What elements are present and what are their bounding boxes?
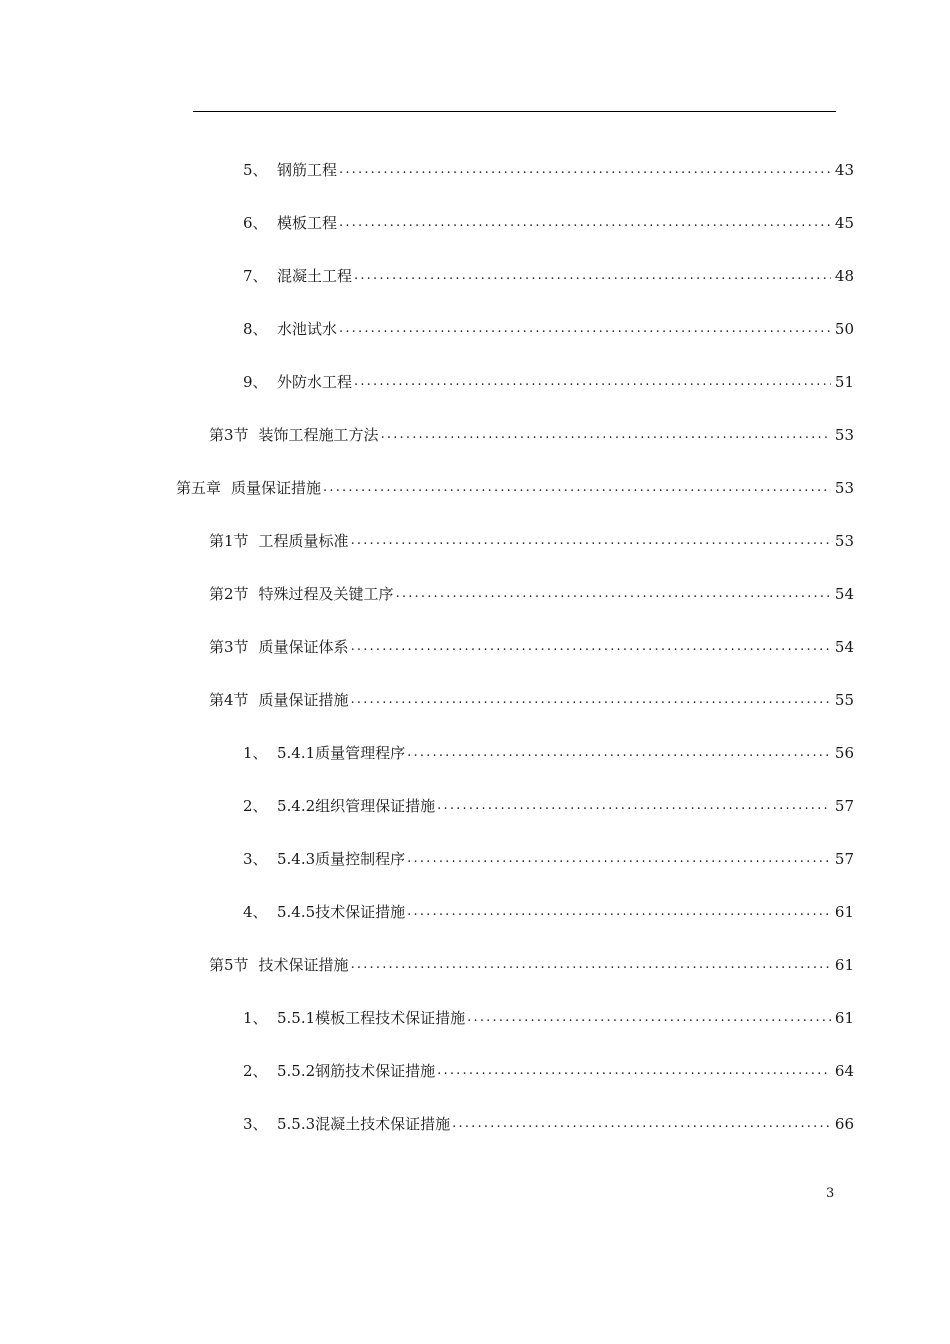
toc-entry-page: 54 — [834, 638, 854, 656]
toc-entry[interactable] — [209, 418, 854, 452]
toc-entry-number: 2、 — [243, 797, 268, 815]
toc-entry-title: 5.4.5技术保证措施 — [277, 903, 406, 921]
toc-dot-leader — [354, 259, 831, 293]
toc-entry[interactable] — [243, 1001, 854, 1035]
toc-entry-title: 5.4.3质量控制程序 — [277, 850, 406, 868]
toc-entry[interactable] — [209, 630, 854, 664]
toc-entry-page: 48 — [834, 267, 854, 285]
toc-entry-page: 51 — [834, 373, 854, 391]
toc-dot-leader — [437, 1054, 831, 1088]
header-rule — [193, 111, 836, 112]
toc-dot-leader — [467, 1001, 831, 1035]
toc-entry-number: 1、 — [243, 744, 268, 762]
toc-dot-leader — [354, 365, 831, 399]
toc-entry-page: 54 — [834, 585, 854, 603]
toc-dot-leader — [407, 895, 831, 929]
toc-dot-leader — [407, 736, 831, 770]
toc-entry-title: 5.4.1质量管理程序 — [277, 744, 406, 762]
toc-entry-page: 55 — [834, 691, 854, 709]
toc-entry[interactable] — [209, 948, 854, 982]
toc-entry-title: 5.4.2组织管理保证措施 — [277, 797, 436, 815]
toc-entry-title: 混凝土工程 — [277, 267, 353, 285]
toc-entry[interactable] — [243, 895, 854, 929]
toc-entry-number: 第3节 — [209, 638, 249, 656]
toc-entry-page: 53 — [834, 426, 854, 444]
toc-entry-title: 装饰工程施工方法 — [258, 426, 379, 444]
toc-entry[interactable] — [243, 259, 854, 293]
toc-entry-page: 45 — [834, 214, 854, 232]
toc-entry-number: 3、 — [243, 850, 268, 868]
toc-entry-page: 53 — [834, 479, 854, 497]
toc-entry-number: 4、 — [243, 903, 268, 921]
toc-entry-title: 水池试水 — [277, 320, 338, 338]
toc-entry[interactable] — [176, 471, 854, 505]
toc-entry-title: 外防水工程 — [277, 373, 353, 391]
toc-dot-leader — [323, 471, 831, 505]
toc-entry-title: 特殊过程及关键工序 — [258, 585, 394, 603]
toc-entry-page: 53 — [834, 532, 854, 550]
toc-entry-title: 质量保证措施 — [258, 691, 349, 709]
toc-entry-page: 61 — [834, 956, 854, 974]
toc-entry-title: 钢筋工程 — [277, 161, 338, 179]
toc-entry[interactable] — [243, 842, 854, 876]
toc-entry-number: 第5节 — [209, 956, 249, 974]
toc-entry-number: 第2节 — [209, 585, 249, 603]
toc-entry-number: 6、 — [243, 214, 268, 232]
toc-entry[interactable] — [243, 312, 854, 346]
toc-entry-number: 第3节 — [209, 426, 249, 444]
toc-entry[interactable] — [209, 577, 854, 611]
toc-entry-title: 技术保证措施 — [258, 956, 349, 974]
toc-entry[interactable] — [209, 683, 854, 717]
toc-entry-number: 1、 — [243, 1009, 268, 1027]
toc-entry-number: 7、 — [243, 267, 268, 285]
toc-dot-leader — [407, 842, 831, 876]
toc-entry-page: 57 — [834, 797, 854, 815]
toc-entry-page: 61 — [834, 1009, 854, 1027]
toc-entry-page: 57 — [834, 850, 854, 868]
toc-dot-leader — [339, 153, 831, 187]
toc-entry[interactable] — [243, 365, 854, 399]
toc-dot-leader — [452, 1107, 831, 1141]
toc-dot-leader — [381, 418, 831, 452]
toc-entry-title: 5.5.1模板工程技术保证措施 — [277, 1009, 466, 1027]
toc-entry[interactable] — [209, 524, 854, 558]
toc-dot-leader — [396, 577, 831, 611]
toc-dot-leader — [339, 312, 831, 346]
toc-entry-title: 质量保证体系 — [258, 638, 349, 656]
toc-dot-leader — [351, 948, 831, 982]
toc-entry-title: 5.5.3混凝土技术保证措施 — [277, 1115, 451, 1133]
toc-entry-number: 2、 — [243, 1062, 268, 1080]
toc-entry-page: 43 — [834, 161, 854, 179]
toc-entry-title: 5.5.2钢筋技术保证措施 — [277, 1062, 436, 1080]
toc-dot-leader — [351, 683, 831, 717]
toc-dot-leader — [351, 524, 831, 558]
toc-entry-title: 质量保证措施 — [231, 479, 322, 497]
toc-entry-title: 模板工程 — [277, 214, 338, 232]
toc-entry-page: 64 — [834, 1062, 854, 1080]
toc-entry[interactable] — [243, 206, 854, 240]
toc-entry[interactable] — [243, 736, 854, 770]
toc-entry-number: 3、 — [243, 1115, 268, 1133]
toc-entry-number: 5、 — [243, 161, 268, 179]
toc-entry-number: 第4节 — [209, 691, 249, 709]
toc-entry[interactable] — [243, 153, 854, 187]
toc-entry-number: 第1节 — [209, 532, 249, 550]
toc-entry-page: 50 — [834, 320, 854, 338]
toc-dot-leader — [339, 206, 831, 240]
toc-entry-page: 56 — [834, 744, 854, 762]
toc-dot-leader — [437, 789, 831, 823]
toc-dot-leader — [351, 630, 831, 664]
toc-entry-page: 61 — [834, 903, 854, 921]
toc-entry-number: 第五章 — [176, 479, 222, 497]
toc-entry-page: 66 — [834, 1115, 854, 1133]
toc-entry[interactable] — [243, 789, 854, 823]
toc-entry-number: 8、 — [243, 320, 268, 338]
toc-entry-number: 9、 — [243, 373, 268, 391]
toc-entry[interactable] — [243, 1107, 854, 1141]
page-number: 3 — [826, 1186, 835, 1201]
toc-entry-title: 工程质量标准 — [258, 532, 349, 550]
toc-entry[interactable] — [243, 1054, 854, 1088]
